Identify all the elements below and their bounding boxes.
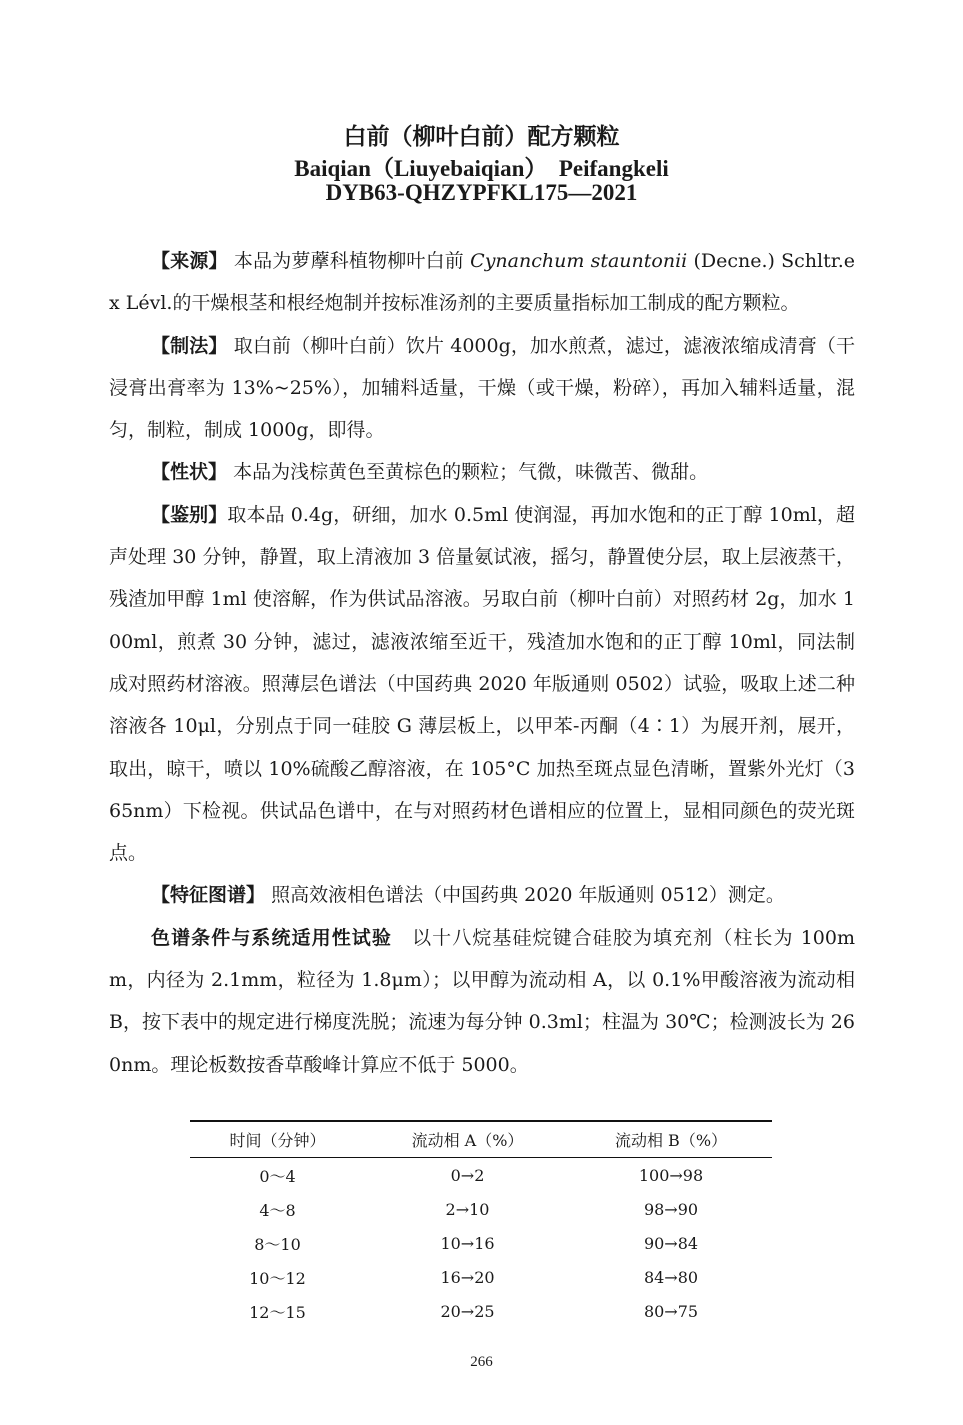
cell-time: 10～12 [249,1268,306,1288]
preparation-section [109,325,855,452]
table-row [190,1158,772,1192]
fingerprint-text: 照高效液相色谱法（中国药典 2020 年版通则 0512）测定。 [271,884,785,907]
identification-text: 取本品 0.4g，研细，加水 0.5ml 使润湿，再加水饱和的正丁醇 10ml，超声处理 30 分钟，静置，取上清液加 3 倍量氨试液，摇匀，静置使分层，取上层液蒸干，残渣加甲醇 1ml 使溶解，作为供试品溶液。另取白前（柳叶白前）对照药材 2g，加水 100ml，煎煮 30 分钟，滤过，滤液浓缩至近干，残渣加水饱和的正丁醇 10ml，同法制成对照药材溶液。照薄层色谱法（中国药典 2020 年版通则 0502）试验，吸取上述二种溶液各 10μl，分别点于同一硅胶 G 薄层板上，以甲苯-丙酮（4∶1）为展开剂，展开，取出，晾干，喷以 10%硫酸乙醇溶液，在 105°C 加热至斑点显色清晰，置紫外光灯（365nm）下检视。供试品色谱中，在与对照药材色谱相应的位置上，显相同颜色的荧光斑点。 [109,503,855,865]
table-header-row [190,1122,772,1157]
document-title: 白前（柳叶白前）配方颗粒 [343,124,620,150]
table-row [190,1260,772,1294]
header-time: 时间（分钟） [229,1131,326,1150]
fingerprint-label: 【特征图谱】 [151,884,266,907]
cell-phase-a: 0→2 [450,1165,485,1185]
cell-time: 8～10 [254,1234,301,1254]
table-row [190,1294,772,1328]
cell-phase-b: 90→84 [643,1233,699,1253]
gradient-table [190,1120,772,1328]
identification-section [109,494,855,875]
table-row [190,1226,772,1260]
cell-phase-b: 100→98 [638,1165,704,1185]
standard-code: DYB63-QHZYPFKL175—2021 [325,180,638,205]
preparation-label: 【制法】 [151,334,228,357]
character-label: 【性状】 [151,461,228,484]
fingerprint-section [109,874,855,916]
cell-phase-a: 20→25 [440,1301,495,1321]
document-body [109,240,855,1086]
source-text-b: (Decne.) Schltr.ex Lévl.的干燥根茎和根经炮制并按标准汤剂的主要质量指标加工制成的配方颗粒。 [109,250,856,315]
cell-time: 12～15 [249,1302,306,1322]
character-section [109,451,855,493]
preparation-text: 取白前（柳叶白前）饮片 4000g，加水煎煮，滤过，滤液浓缩成清膏（干浸膏出膏率为 13%~25%），加辅料适量，干燥（或干燥，粉碎），再加入辅料适量，混匀，制粒，制成 1000g，即得。 [109,334,855,442]
header-phase-a: 流动相 A（%） [411,1131,524,1150]
chromatography-label: 色谱条件与系统适用性试验 [151,926,392,949]
header-phase-b: 流动相 B（%） [614,1131,728,1150]
identification-label: 【鉴别】 [151,503,228,526]
table-row [190,1192,772,1226]
cell-phase-b: 80→75 [643,1301,699,1321]
cell-time: 0～4 [259,1166,296,1186]
cell-phase-b: 98→90 [643,1199,699,1219]
document-title-pinyin: Baiqian（Liuyebaiqian） Peifangkeli [294,156,669,181]
page-number: 266 [470,1354,493,1370]
cell-phase-a: 16→20 [440,1267,495,1287]
chromatography-text: 以十八烷基硅烷键合硅胶为填充剂（柱长为 100mm，内径为 2.1mm，粒径为 1.8μm）；以甲醇为流动相 A，以 0.1%甲酸溶液为流动相 B，按下表中的规定进行梯度洗脱；流速为每分钟 0.3ml；柱温为 30℃；检测波长为 260nm。理论板数按香草酸峰计算应不低于 5000。 [109,926,855,1076]
cell-phase-b: 84→80 [643,1267,699,1287]
chromatography-section [109,917,855,1086]
cell-time: 4～8 [259,1200,296,1220]
character-text: 本品为浅棕黄色至黄棕色的颗粒；气微，味微苦、微甜。 [233,461,709,484]
source-latin-name: Cynanchum stauntonii [470,250,688,272]
cell-phase-a: 10→16 [440,1233,495,1253]
source-text-a: 本品为萝藦科植物柳叶白前 [233,250,471,272]
source-section [109,240,855,325]
cell-phase-a: 2→10 [445,1199,490,1219]
source-label: 【来源】 [151,250,228,272]
